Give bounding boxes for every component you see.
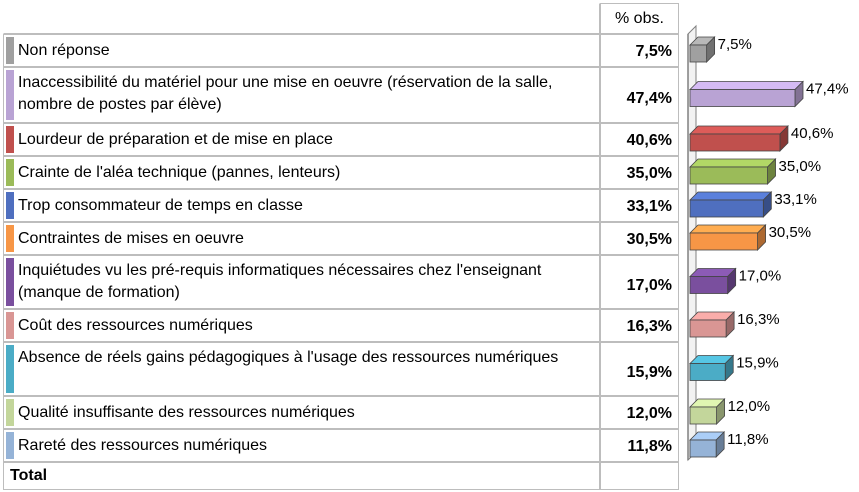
row-label: Qualité insuffisante des ressources numériques — [18, 404, 355, 421]
row-value: 11,8% — [627, 437, 672, 455]
bar — [690, 90, 795, 107]
bar-top — [690, 126, 788, 134]
total-label: Total — [10, 467, 48, 484]
row-value: 12,0% — [626, 404, 672, 422]
row-label: Contraintes de mises en oeuvre — [18, 230, 244, 247]
bar-value-label: 33,1% — [774, 191, 817, 208]
bar-value-label: 11,8% — [727, 431, 769, 448]
row-label: Lourdeur de préparation et de mise en place — [18, 131, 333, 148]
row-value: 47,4% — [626, 90, 672, 107]
row-value: 16,3% — [626, 317, 672, 335]
bar-top — [690, 192, 771, 200]
bar-value-label: 35,0% — [778, 158, 822, 175]
bar — [690, 320, 726, 337]
bar-value-label: 7,5% — [717, 36, 752, 53]
row-value: 33,1% — [626, 197, 672, 215]
row-label: Inaccessibilité du matériel pour une mise en oeuvre (réservation de la salle, nombre de postes par élève) — [18, 74, 553, 113]
bar — [690, 407, 717, 424]
bar-top — [690, 82, 803, 90]
bar-value-label: 16,3% — [737, 311, 780, 328]
row-value: 7,5% — [635, 42, 672, 60]
bar — [690, 233, 758, 250]
row-value: 40,6% — [626, 131, 672, 149]
bar-value-label: 17,0% — [738, 267, 782, 285]
bar-value-label: 47,4% — [806, 80, 849, 98]
row-label: Rareté des ressources numériques — [18, 437, 268, 454]
row-label: Crainte de l'aléa technique (pannes, lenteurs) — [18, 164, 341, 181]
bar-value-label: 15,9% — [736, 354, 779, 372]
bar — [690, 134, 780, 151]
bar-value-label: 40,6% — [790, 125, 834, 142]
bar — [690, 167, 768, 184]
row-label: Inquiétudes vu les pré-requis informatiques nécessaires chez l'enseignant (manque de formation) — [18, 262, 542, 301]
row-label: Non réponse — [18, 42, 110, 59]
row-value: 15,9% — [626, 364, 672, 381]
bar-top — [690, 159, 776, 167]
bar-top — [690, 225, 766, 233]
row-label: Coût des ressources numériques — [18, 317, 253, 334]
bar — [690, 364, 725, 381]
row-value: 35,0% — [626, 164, 672, 182]
row-label: Absence de réels gains pédagogiques à l'usage des ressources numériques — [18, 349, 559, 366]
row-value: 17,0% — [626, 277, 672, 294]
bar — [690, 45, 707, 62]
bar-value-label: 30,5% — [768, 224, 812, 241]
header-label: % obs. — [615, 10, 664, 27]
bar — [690, 277, 728, 294]
row-value: 30,5% — [626, 230, 672, 248]
bar — [690, 200, 763, 217]
bar — [690, 440, 716, 457]
row-label: Trop consommateur de temps en classe — [18, 197, 303, 214]
bar-value-label: 12,0% — [727, 398, 771, 415]
